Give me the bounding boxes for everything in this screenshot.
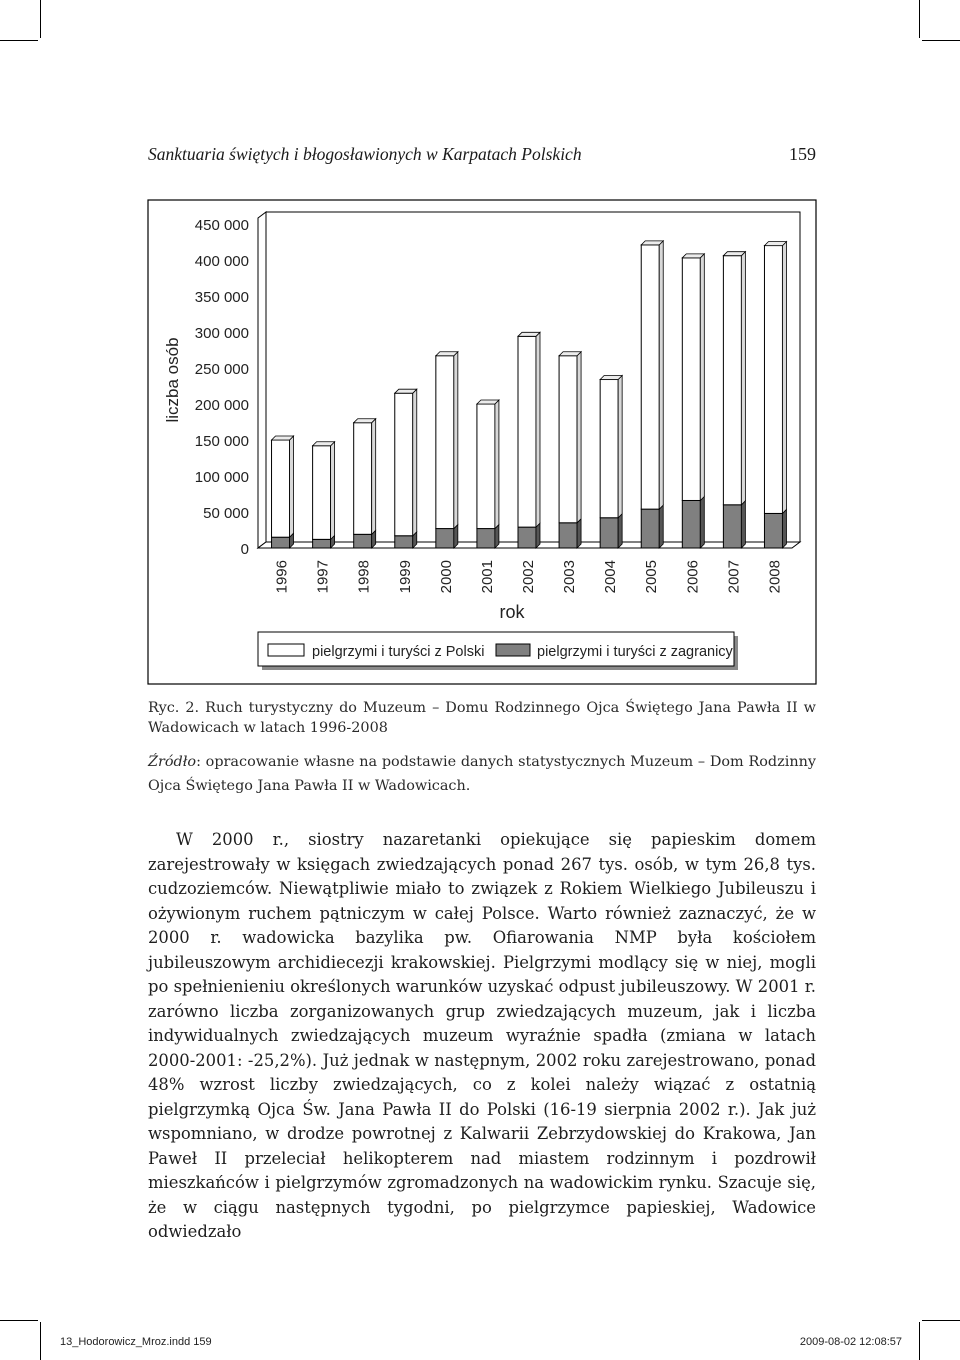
footer-timestamp: 2009-08-02 12:08:57: [799, 1336, 902, 1348]
x-axis-title: rok: [499, 602, 525, 622]
y-tick-label: 450 000: [194, 217, 249, 234]
x-tick-label: 2006: [684, 560, 702, 594]
bar-segment-foreign: [518, 527, 536, 548]
bar-side-polish: [782, 242, 786, 514]
bar-side-polish: [495, 400, 499, 529]
bar-segment-foreign: [641, 509, 659, 548]
y-tick-label: 250 000: [194, 361, 249, 378]
bar-top: [764, 242, 786, 246]
bar-side-foreign: [577, 519, 581, 548]
y-axis-title: liczba osób: [163, 337, 182, 423]
bar-side-polish: [454, 352, 458, 529]
crop-mark: [922, 1320, 960, 1321]
bar-top: [395, 389, 417, 393]
bar-side-polish: [700, 254, 704, 501]
y-tick-label: 100 000: [194, 469, 249, 486]
x-tick-label: 2008: [766, 560, 784, 594]
bar-side-foreign: [700, 496, 704, 548]
plot-area: [258, 212, 800, 548]
bar-segment-polish: [682, 258, 700, 501]
chart-legend: [258, 632, 738, 670]
bar-side-foreign: [659, 505, 663, 548]
bar-segment-polish: [764, 246, 782, 514]
y-tick-label: 50 000: [203, 505, 249, 522]
legend-label-foreign: pielgrzymi i turyści z zagranicy: [537, 644, 733, 660]
bar-top: [518, 332, 540, 336]
x-tick-label: 2003: [561, 560, 579, 594]
caption-label: Ryc. 2.: [148, 700, 200, 716]
bar-segment-foreign: [354, 534, 372, 548]
bar-top: [682, 254, 704, 258]
y-tick-label: 200 000: [194, 397, 249, 414]
x-tick-label: 2004: [602, 560, 620, 594]
legend-swatch-polish: [268, 644, 304, 656]
bar-top: [313, 442, 335, 446]
bar-top: [600, 376, 622, 380]
bar-side-polish: [741, 252, 745, 505]
bar-segment-foreign: [436, 529, 454, 548]
bar-side-polish: [577, 352, 581, 523]
footer-file-name: 13_Hodorowicz_Mroz.indd 159: [60, 1336, 212, 1348]
bar-segment-polish: [641, 245, 659, 509]
bar-segment-polish: [477, 404, 495, 529]
bar-top: [354, 419, 376, 423]
bar-side-polish: [372, 419, 376, 535]
caption-text: Ruch turystyczny do Muzeum – Domu Rodzinnego Ojca Świętego Jana Pawła II w Wadowicach w latach 1996-2008: [148, 700, 816, 736]
bar-segment-foreign: [477, 529, 495, 548]
crop-mark: [0, 1320, 38, 1321]
bar-top: [436, 352, 458, 356]
source-text: : opracowanie własne na podstawie danych statystycznych Muzeum – Dom Rodzinny Ojca Świętego Jana Pawła II w Wadowicach.: [148, 754, 816, 794]
bar-segment-polish: [559, 356, 577, 523]
x-tick-label: 1998: [355, 560, 373, 594]
crop-mark: [919, 1322, 920, 1360]
bar-segment-foreign: [682, 500, 700, 548]
bar-top: [723, 252, 745, 256]
bar-segment-foreign: [313, 539, 331, 548]
side-wall: [258, 212, 266, 548]
bar-top: [559, 352, 581, 356]
bar-side-polish: [290, 436, 294, 537]
y-tick-label: 300 000: [194, 325, 249, 342]
bar-side-polish: [618, 376, 622, 518]
page-number: 159: [789, 144, 816, 164]
body-text: [148, 828, 816, 1245]
body-paragraph: W 2000 r., siostry nazaretanki opiekujące się papieskim domem zarejestrowały w księgach zwiedzających ponad 267 tys. osób, w tym 26,8 tys. cudzoziemców. Niewątpliwie miało to związek z Rokiem Wielkiego Jubileuszu i ożywionym ruchem pątniczym w całej Polsce. Warto również zaznaczyć, że w 2000 r. wadowicka bazylika pw. Ofiarowania NMP była kościołem jubileuszowym archidiecezji krakowskiej. Pielgrzymi modlący się w niej, mogli po spełnienieniu określonych warunków uzyskać odpust jubileuszowy. W 2001 r. zarówno liczba zorganizowanych grup zwiedzających muzeum, jak i liczba indywidualnych zwiedzających muzeum wyraźnie spadła (zmiana w latach 2000-2001: -25,2%). Już jednak w następnym, 2002 roku zarejestrowano, ponad 48% wzrost liczby zwiedzających, co z kolei należy wiązać z ostatnią pielgrzymką Ojca Św. Jana Pawła II do Polski (16-19 sierpnia 2002 r.). Jak już wspomniano, w drodze powrotnej z Kalwarii Zebrzydowskiej do Krakowa, Jan Paweł II przeleciał helikopterem nad miastem rodzinnym i pozdrowił mieszkańców i pielgrzymów zgromadzonych na wadowickim rynku. Szacuje się, że w ciągu następnych tygodni, po pielgrzymce papieskiej, Wadowice odwiedzało: [148, 830, 816, 1241]
source-label: Źródło: [148, 754, 197, 770]
bar-top: [641, 241, 663, 245]
x-tick-label: 1999: [396, 560, 414, 594]
bar-segment-foreign: [600, 518, 618, 548]
y-tick-label: 150 000: [194, 433, 249, 450]
x-tick-label: 1997: [314, 560, 332, 594]
bar-side-polish: [413, 389, 417, 536]
y-tick-label: 0: [240, 541, 249, 558]
bar-segment-polish: [313, 446, 331, 540]
bar-side-foreign: [618, 514, 622, 548]
bar-segment-foreign: [764, 513, 782, 548]
bar-segment-polish: [436, 356, 454, 529]
x-tick-label: 2007: [725, 560, 743, 594]
bar-top: [272, 436, 294, 440]
bar-side-polish: [659, 241, 663, 509]
running-title: Sanktuaria świętych i błogosławionych w Karpatach Polskich: [148, 144, 582, 164]
bar-side-polish: [536, 332, 540, 527]
x-tick-label: 2005: [643, 560, 661, 594]
bar-segment-polish: [395, 393, 413, 536]
x-tick-label: 2000: [437, 560, 455, 594]
bar-segment-polish: [723, 256, 741, 505]
bar-segment-polish: [600, 380, 618, 518]
bar-side-polish: [331, 442, 335, 540]
legend-label-polish: pielgrzymi i turyści z Polski: [312, 644, 485, 660]
bar-side-foreign: [741, 501, 745, 548]
x-tick-label: 2001: [478, 560, 496, 594]
figure-caption: [148, 698, 816, 738]
bar-segment-foreign: [395, 536, 413, 548]
y-tick-label: 400 000: [194, 253, 249, 270]
x-tick-label: 2002: [520, 560, 537, 594]
bar-segment-foreign: [723, 505, 741, 548]
bar-top: [477, 400, 499, 404]
y-tick-label: 350 000: [194, 289, 249, 306]
bar-side-foreign: [782, 509, 786, 548]
x-tick-label: 1996: [273, 560, 291, 594]
bar-segment-polish: [518, 336, 536, 527]
bar-segment-polish: [354, 423, 372, 535]
crop-mark: [40, 1322, 41, 1360]
legend-swatch-foreign: [496, 644, 530, 656]
bar-segment-foreign: [272, 537, 290, 548]
bar-segment-foreign: [559, 523, 577, 548]
bar-segment-polish: [272, 440, 290, 537]
figure-source: [148, 750, 816, 798]
